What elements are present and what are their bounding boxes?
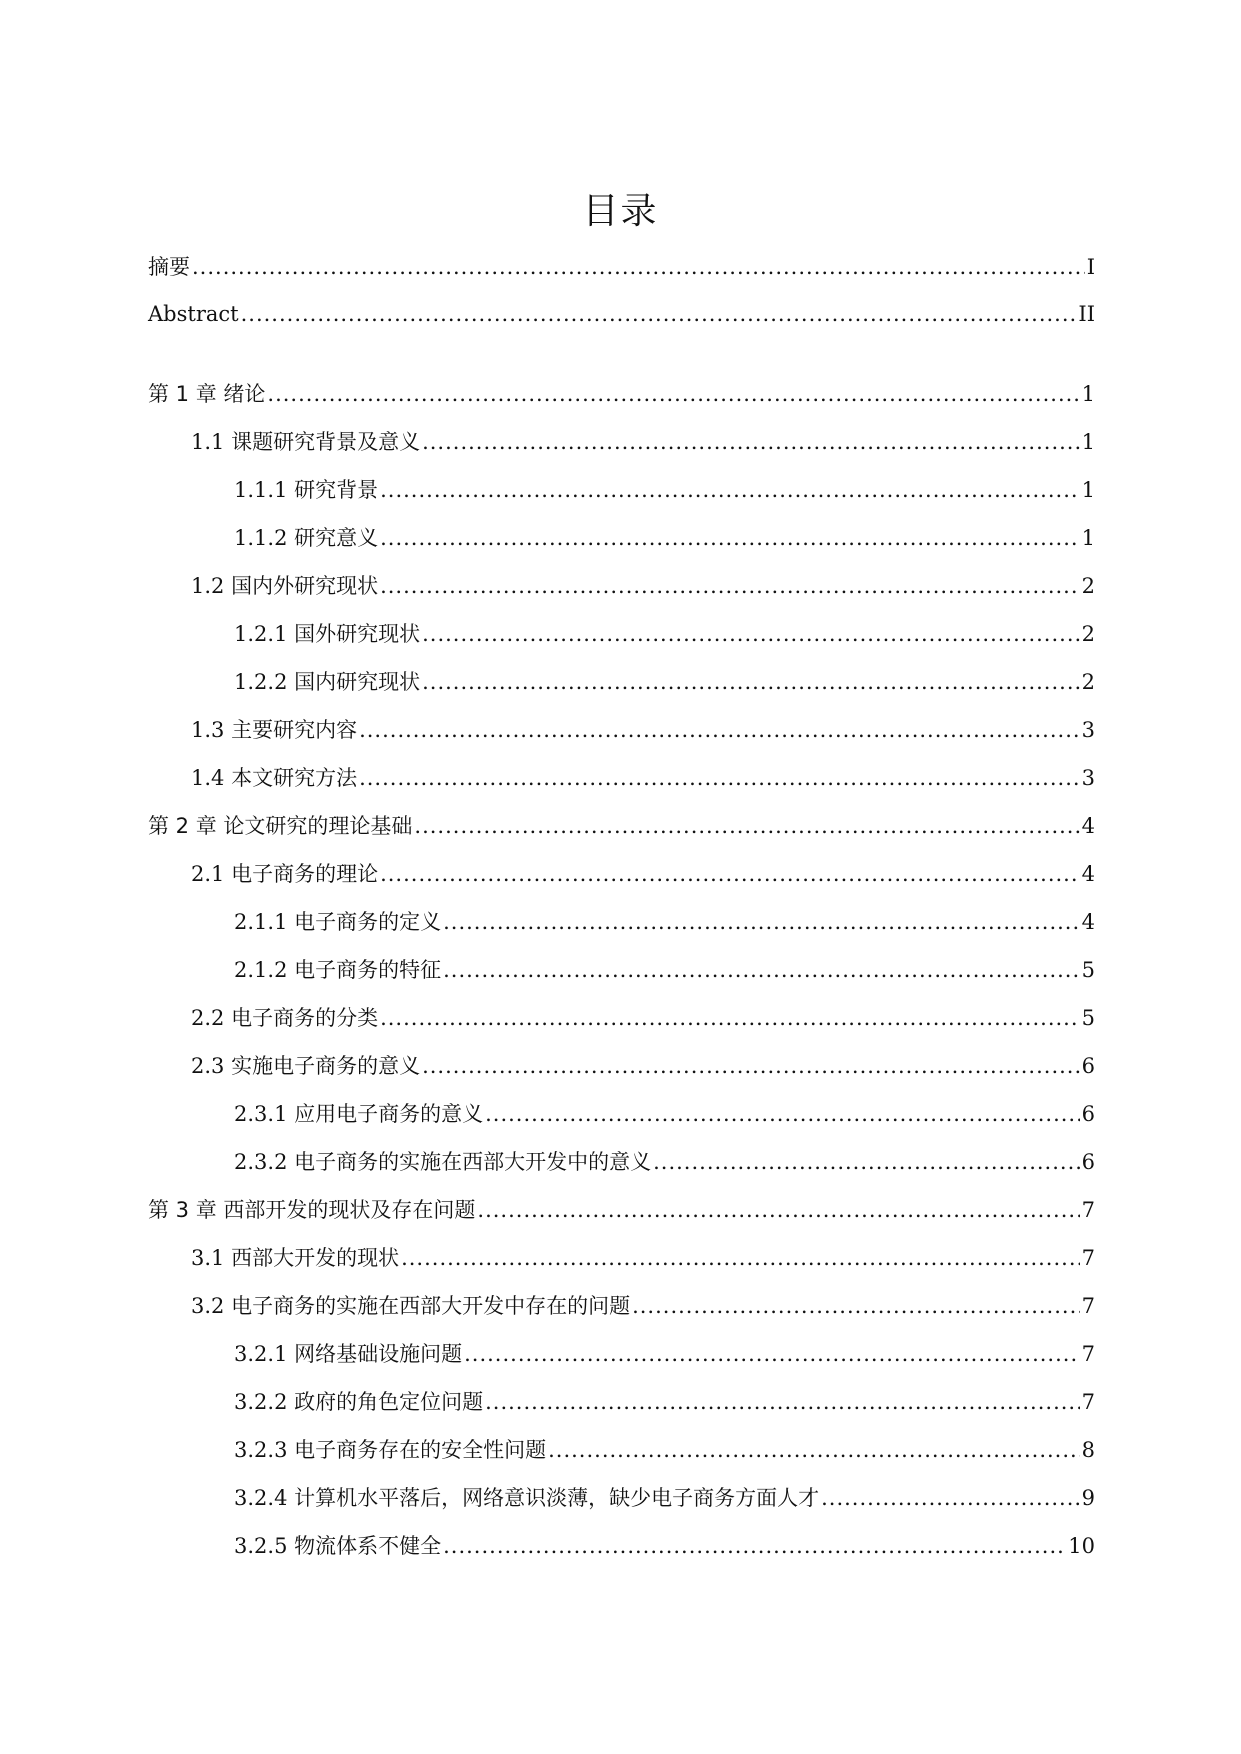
toc-entry[interactable] xyxy=(191,1003,1095,1033)
toc-entry-text: 1.1.2 研究意义 xyxy=(234,526,379,550)
toc-entry[interactable] xyxy=(191,1051,1095,1081)
toc-entry-page: 7 xyxy=(1081,1246,1095,1270)
toc-entry-text: 3.2.4 计算机水平落后，网络意识淡薄，缺少电子商务方面人才 xyxy=(234,1486,820,1510)
toc-leader-dots xyxy=(548,1435,1080,1465)
toc-entry-text: 1.1 课题研究背景及意义 xyxy=(191,430,421,454)
toc-entry-page: 5 xyxy=(1081,958,1095,982)
toc-entry-text: 2.1.1 电子商务的定义 xyxy=(234,910,442,934)
toc-entry[interactable] xyxy=(148,811,1095,841)
toc-entry[interactable] xyxy=(191,715,1095,745)
toc-leader-dots xyxy=(485,1099,1080,1129)
toc-entry-page: 4 xyxy=(1081,862,1095,886)
toc-entry-text: 1.2.2 国内研究现状 xyxy=(234,670,421,694)
toc-entry[interactable] xyxy=(234,523,1095,553)
toc-leader-dots xyxy=(380,859,1080,889)
toc-entry-text: 1.4 本文研究方法 xyxy=(191,766,358,790)
toc-entry-page: 7 xyxy=(1081,1390,1095,1414)
toc-entry-text: 3.2.1 网络基础设施问题 xyxy=(234,1342,463,1366)
toc-entry[interactable] xyxy=(234,619,1095,649)
toc-leader-dots xyxy=(380,523,1080,553)
toc-leader-dots xyxy=(241,299,1077,329)
toc-entry-text: 1.1.1 研究背景 xyxy=(234,478,379,502)
toc-entry-page: 5 xyxy=(1081,1006,1095,1030)
toc-entry-text: 1.3 主要研究内容 xyxy=(191,718,358,742)
toc-leader-dots xyxy=(380,571,1080,601)
toc-entry-text: 第 1 章 绪论 xyxy=(148,382,266,406)
toc-entry-text: 2.3.2 电子商务的实施在西部大开发中的意义 xyxy=(234,1150,652,1174)
toc-entry[interactable] xyxy=(191,427,1095,457)
toc-entry-page: 2 xyxy=(1081,670,1095,694)
toc-entry-page: 2 xyxy=(1081,622,1095,646)
toc-entry-page: 6 xyxy=(1081,1102,1095,1126)
toc-leader-dots xyxy=(380,475,1080,505)
toc-entry[interactable] xyxy=(234,1531,1095,1561)
toc-entry-page: 7 xyxy=(1081,1342,1095,1366)
toc-leader-dots xyxy=(464,1339,1080,1369)
toc-entry-page: 9 xyxy=(1081,1486,1095,1510)
toc-entry[interactable] xyxy=(148,379,1095,409)
toc-entry[interactable] xyxy=(234,907,1095,937)
toc-leader-dots xyxy=(422,619,1080,649)
toc-entry[interactable] xyxy=(148,299,1095,329)
toc-entry-page: II xyxy=(1078,302,1095,326)
toc-entry[interactable] xyxy=(234,1387,1095,1417)
toc-leader-dots xyxy=(422,427,1080,457)
toc-entry-page: 7 xyxy=(1081,1198,1095,1222)
toc-entry-text: 1.2 国内外研究现状 xyxy=(191,574,379,598)
toc-entry-text: 2.2 电子商务的分类 xyxy=(191,1006,379,1030)
toc-entry[interactable] xyxy=(191,571,1095,601)
toc-leader-dots xyxy=(422,1051,1080,1081)
toc-entry-page: 2 xyxy=(1081,574,1095,598)
toc-leader-dots xyxy=(485,1387,1080,1417)
toc-leader-dots xyxy=(380,1003,1080,1033)
toc-entry-text: 3.2.3 电子商务存在的安全性问题 xyxy=(234,1438,547,1462)
toc-entry-text: Abstract xyxy=(148,302,239,326)
toc-entry-page: 8 xyxy=(1081,1438,1095,1462)
toc-entry-page: 6 xyxy=(1081,1054,1095,1078)
toc-entry[interactable] xyxy=(234,1147,1095,1177)
toc-leader-dots xyxy=(653,1147,1080,1177)
toc-entry[interactable] xyxy=(191,763,1095,793)
toc-entry[interactable] xyxy=(234,1099,1095,1129)
toc-entry-page: 1 xyxy=(1081,382,1095,406)
toc-entry-text: 3.1 西部大开发的现状 xyxy=(191,1246,400,1270)
toc-entry-page: 1 xyxy=(1081,430,1095,454)
toc-title: 目录 xyxy=(582,191,659,232)
toc-entry-text: 3.2 电子商务的实施在西部大开发中存在的问题 xyxy=(191,1294,631,1318)
toc-leader-dots xyxy=(443,955,1080,985)
toc-leader-dots xyxy=(267,379,1079,409)
toc-entry-page: 7 xyxy=(1081,1294,1095,1318)
toc-entry[interactable] xyxy=(234,1435,1095,1465)
toc-leader-dots xyxy=(821,1483,1080,1513)
toc-entry-page: 3 xyxy=(1081,766,1095,790)
toc-entry-text: 2.1.2 电子商务的特征 xyxy=(234,958,442,982)
toc-entry-page: 3 xyxy=(1081,718,1095,742)
toc-entry[interactable] xyxy=(234,955,1095,985)
toc-leader-dots xyxy=(192,252,1085,282)
toc-entry[interactable] xyxy=(234,475,1095,505)
toc-entry-page: 1 xyxy=(1081,526,1095,550)
toc-leader-dots xyxy=(414,811,1079,841)
toc-entry[interactable] xyxy=(191,859,1095,889)
toc-entry[interactable] xyxy=(191,1291,1095,1321)
toc-entry-text: 2.3 实施电子商务的意义 xyxy=(191,1054,421,1078)
toc-leader-dots xyxy=(443,1531,1066,1561)
toc-entry[interactable] xyxy=(234,667,1095,697)
toc-entry[interactable] xyxy=(234,1339,1095,1369)
toc-entry-text: 1.2.1 国外研究现状 xyxy=(234,622,421,646)
toc-entry-text: 3.2.5 物流体系不健全 xyxy=(234,1534,442,1558)
toc-leader-dots xyxy=(443,907,1080,937)
toc-leader-dots xyxy=(632,1291,1080,1321)
toc-entry-text: 2.3.1 应用电子商务的意义 xyxy=(234,1102,484,1126)
toc-leader-dots xyxy=(422,667,1080,697)
toc-leader-dots xyxy=(359,763,1080,793)
toc-leader-dots xyxy=(477,1195,1079,1225)
toc-entry-page: 1 xyxy=(1081,478,1095,502)
toc-entry-page: 6 xyxy=(1081,1150,1095,1174)
toc-entry-text: 3.2.2 政府的角色定位问题 xyxy=(234,1390,484,1414)
toc-entry[interactable] xyxy=(191,1243,1095,1273)
toc-entry-page: 4 xyxy=(1081,910,1095,934)
toc-entry-page: 4 xyxy=(1081,814,1095,838)
toc-entry[interactable] xyxy=(148,1195,1095,1225)
toc-entry-text: 第 3 章 西部开发的现状及存在问题 xyxy=(148,1198,476,1222)
toc-leader-dots xyxy=(401,1243,1080,1273)
toc-leader-dots xyxy=(359,715,1080,745)
toc-entry-text: 摘要 xyxy=(148,255,190,279)
toc-entry-page: I xyxy=(1086,255,1095,279)
toc-entry[interactable] xyxy=(148,252,1095,282)
toc-entry-text: 2.1 电子商务的理论 xyxy=(191,862,379,886)
toc-entry-page: 10 xyxy=(1068,1534,1095,1558)
toc-entry[interactable] xyxy=(234,1483,1095,1513)
toc-entry-text: 第 2 章 论文研究的理论基础 xyxy=(148,814,413,838)
